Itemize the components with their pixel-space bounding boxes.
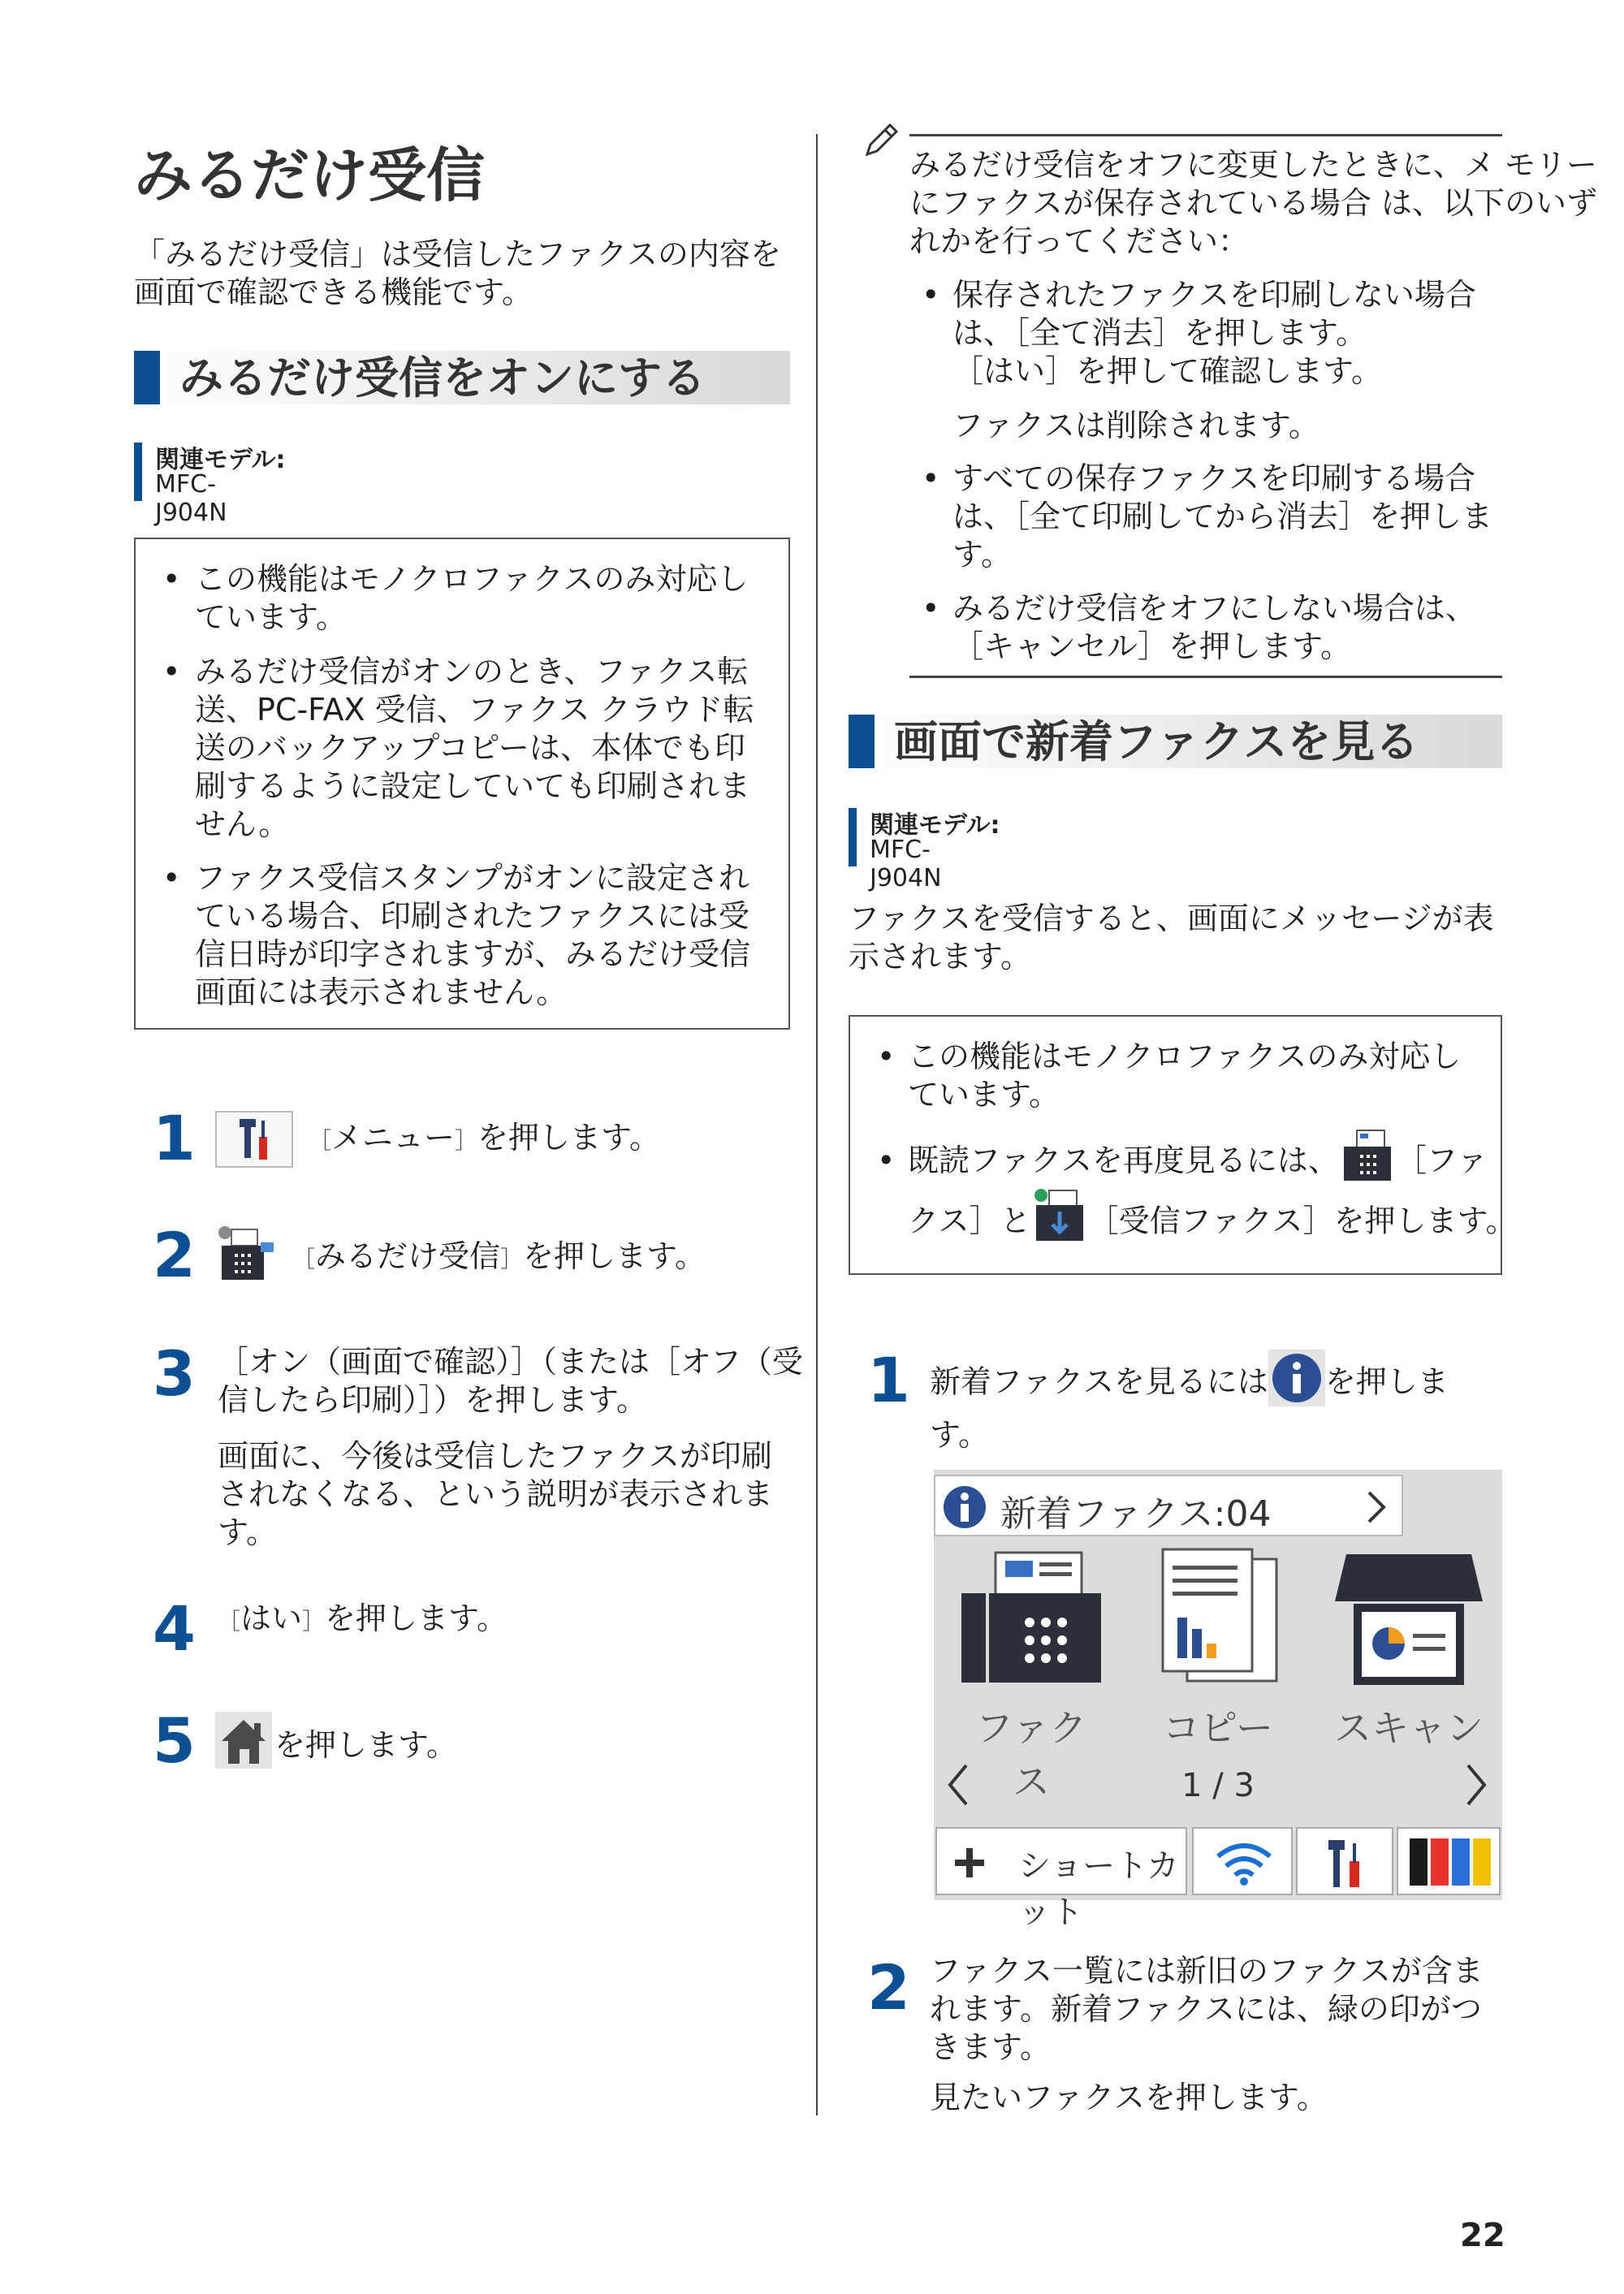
step-number: 1 [153, 1102, 196, 1174]
model-bar [849, 808, 857, 866]
note-rule-top [909, 134, 1502, 136]
app-fax-label: ファクス [975, 1706, 1087, 1804]
model-value: MFC-J904N [155, 470, 227, 527]
model-value: MFC-J904N [870, 836, 942, 892]
menu-button-label: メニュー [331, 1120, 456, 1156]
fax-icon [1339, 1129, 1396, 1182]
ink-cyan [1452, 1838, 1470, 1886]
pencil-icon [861, 120, 901, 161]
model-label: 関連モデル: [155, 446, 286, 474]
copy-icon [1145, 1548, 1291, 1686]
chevron-right-icon[interactable] [1460, 1760, 1492, 1809]
right-step1-text: 新着ファクスを見るには を押しま [930, 1361, 1449, 1406]
app-copy[interactable] [1145, 1548, 1291, 1750]
scan-icon [1332, 1548, 1486, 1686]
page-indicator: 1 / 3 [1181, 1767, 1255, 1804]
column-divider [816, 134, 818, 2115]
ink-black [1410, 1838, 1427, 1886]
right-step1-text-cont: す。 [930, 1417, 989, 1453]
note-rule-bottom [909, 676, 1502, 678]
step1-text: ［メニュー］を押します。 [309, 1120, 661, 1156]
ink-button[interactable] [1397, 1827, 1501, 1895]
step3-line-1: ［オン（画面で確認）］（または［オフ（受 [218, 1344, 803, 1380]
step4-text: ［はい］を押します。 [218, 1601, 508, 1636]
step3-sub: 画面に、今後は受信したファクスが印刷 されなくなる、という説明が表示されま す。 [218, 1438, 774, 1550]
section-heading-on-text: みるだけ受信をオンにする [179, 352, 706, 404]
new-fax-banner[interactable] [934, 1475, 1403, 1536]
info-icon [1268, 1350, 1325, 1406]
step-number: 3 [153, 1337, 196, 1410]
model-label: 関連モデル: [870, 811, 1000, 840]
section-heading-on [134, 351, 790, 404]
step3-line-2: 信したら印刷）］）を押します。 [218, 1382, 647, 1418]
home-icon [215, 1712, 272, 1769]
note-top-b1: • 保存されたファクスを印刷しない場合 は、［全て消去］を押します。 ［はい］を押して確認します。 ファクスは削除されます。 [922, 277, 1476, 443]
app-copy-label: コピー [1162, 1706, 1274, 1750]
app-fax[interactable] [958, 1548, 1104, 1804]
step-number: 2 [153, 1219, 196, 1291]
step2-text: ［みるだけ受信］を押します。 [292, 1238, 706, 1274]
section-heading-new [849, 715, 1502, 768]
yes-button-label: はい [240, 1601, 303, 1636]
intro-line-2: 画面で確認できる機能です。 [134, 274, 533, 310]
chevron-left-icon[interactable] [942, 1760, 974, 1809]
view-fax-icon [215, 1225, 280, 1283]
plus-icon [952, 1845, 987, 1881]
step-number: 5 [153, 1704, 196, 1777]
received-fax-icon [1031, 1187, 1088, 1244]
intro-line-1: 「みるだけ受信」は受信したファクスの内容を [134, 236, 781, 272]
note-2: • みるだけ受信がオンのとき、ファクス転 送、PC-FAX 受信、ファクス クラウド転 送のバックアップコピーは、本体でも印 刷するように設定していても印刷されま せん。 [162, 654, 754, 842]
shortcut-button[interactable] [935, 1827, 1187, 1931]
chevron-right-icon [1364, 1489, 1389, 1525]
wifi-button[interactable] [1192, 1827, 1293, 1895]
app-scan-label: スキャン [1334, 1706, 1484, 1750]
note-top-b3: • みるだけ受信をオフにしない場合は、 ［キャンセル］を押します。 [922, 590, 1476, 664]
view-fax-button-label: みるだけ受信 [315, 1238, 501, 1274]
model-bar [134, 443, 142, 501]
info-icon [942, 1484, 987, 1530]
note-1: • この機能はモノクロファクスのみ対応し ています。 [162, 561, 749, 635]
tools-icon [215, 1111, 293, 1168]
step5-text: を押します。 [274, 1727, 457, 1763]
settings-button[interactable] [1296, 1827, 1393, 1895]
ink-yellow [1473, 1838, 1491, 1886]
note2-b2: • 既読ファクスを再度見るには、 ［ファ クス］と ［受信ファクス］を押します。 [877, 1142, 1516, 1244]
section-heading-new-text: 画面で新着ファクスを見る [894, 716, 1419, 767]
shortcut-label: ショートカット [1018, 1847, 1179, 1931]
step-number: 4 [153, 1592, 196, 1665]
wifi-icon [1213, 1840, 1275, 1886]
note2-b1: • この機能はモノクロファクスのみ対応し ています。 [877, 1039, 1462, 1112]
tools-icon [1322, 1835, 1371, 1890]
right-step2-sub: 見たいファクスを押します。 [930, 2080, 1328, 2115]
page-title: みるだけ受信 [134, 141, 486, 210]
right-step2-text: ファクス一覧には新旧のファクスが含ま れます。新着ファクスには、緑の印がつ きます。 [930, 1953, 1484, 2065]
fax-icon [958, 1548, 1104, 1686]
ink-magenta [1431, 1838, 1449, 1886]
note-3: • ファクス受信スタンプがオンに設定され ている場合、印刷されたファクスには受 信日時が印字されますが、みるだけ受信 画面には表示されません。 [162, 860, 751, 1010]
section2-intro: ファクスを受信すると、画面にメッセージが表 示されます。 [849, 901, 1494, 974]
heading-bar [849, 715, 875, 768]
step-number: 2 [867, 1951, 910, 2024]
lcd-screen [934, 1470, 1502, 1931]
heading-bar [134, 351, 160, 404]
app-scan[interactable] [1332, 1548, 1486, 1750]
note-top-b2: • すべての保存ファクスを印刷する場合 は、［全て印刷してから消去］を押しま す。 [922, 460, 1493, 572]
step-number: 1 [867, 1344, 910, 1416]
new-fax-banner-text: 新着ファクス:04 [1000, 1493, 1272, 1535]
page-number: 22 [1460, 2217, 1505, 2254]
note-lead: みるだけ受信をオフに変更したときに、メ モリーにファクスが保存されている場合 は、以下のいずれかを行ってください： [909, 147, 1597, 259]
